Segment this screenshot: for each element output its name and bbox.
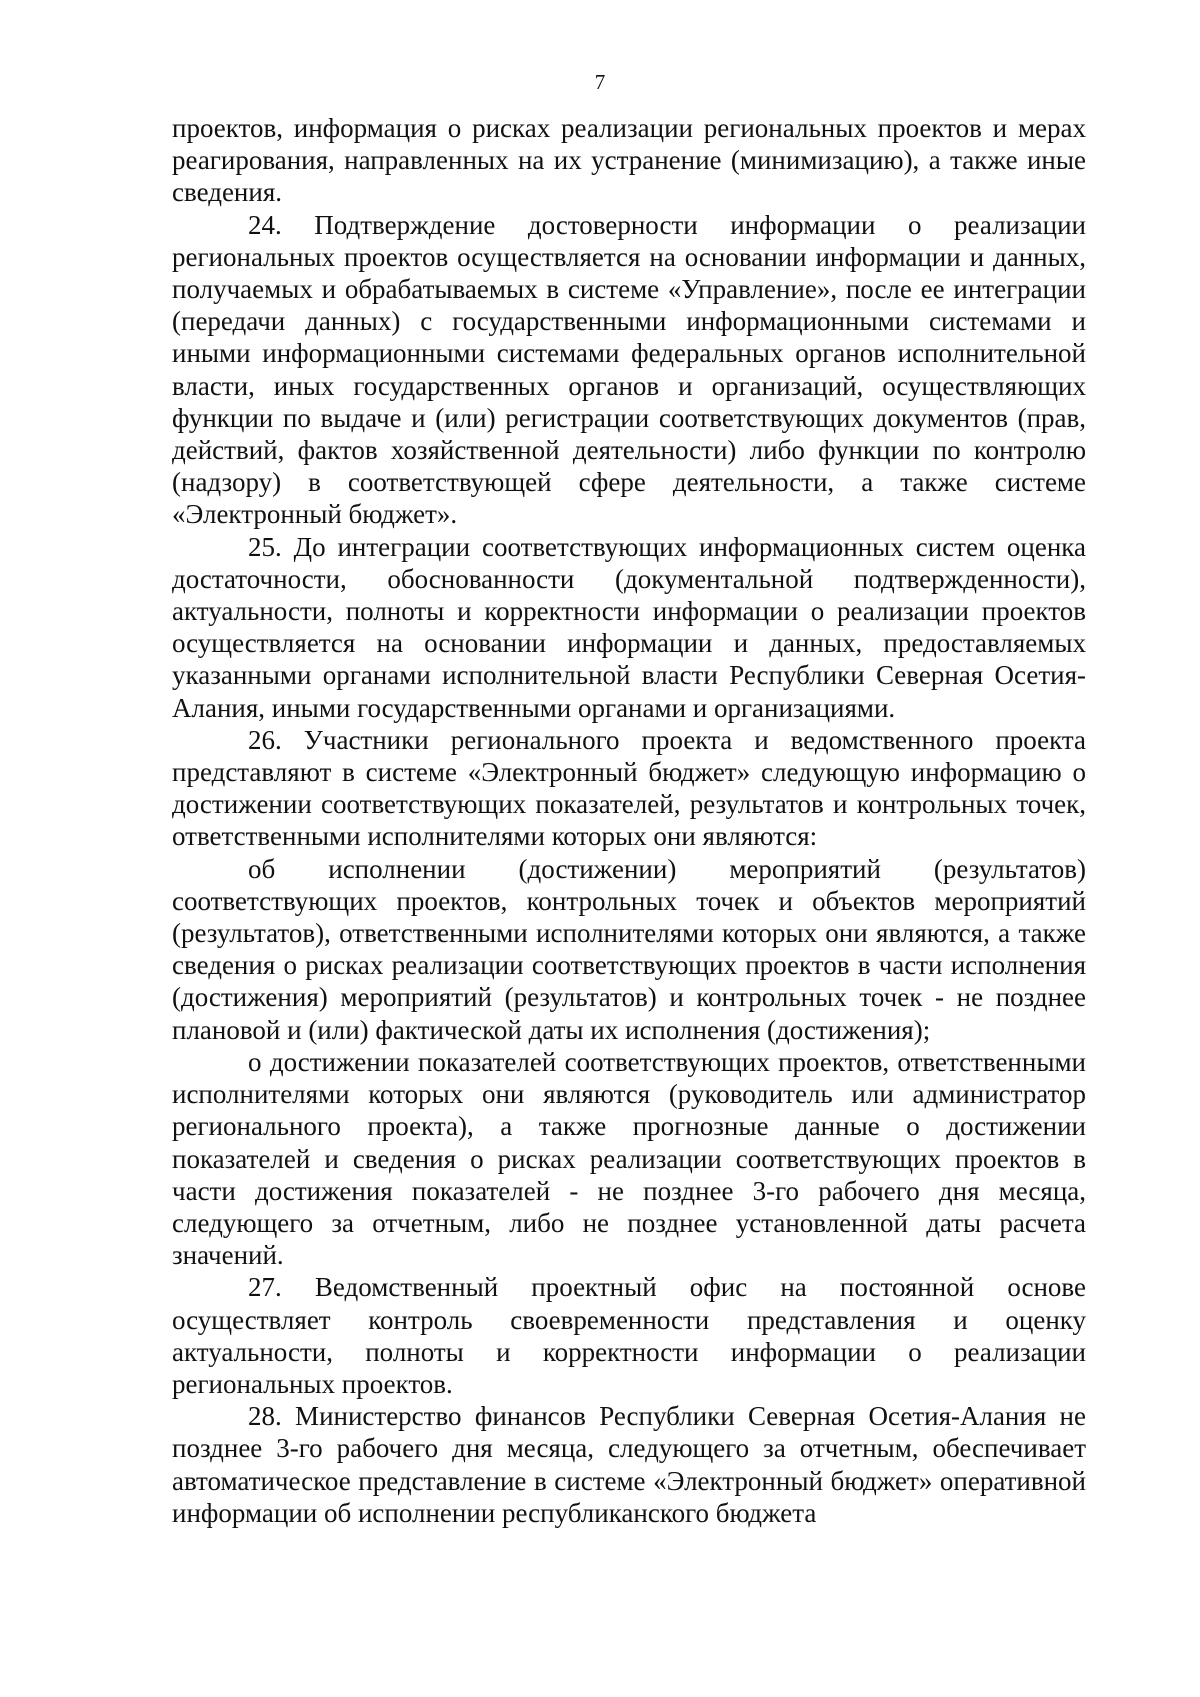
paragraph-28: 28. Министерство финансов Республики Северная Осетия-Алания не позднее 3-го рабочего дня месяца, следующего за отчетным, обеспечивает автоматическое представление в системе «Электронный бюджет» оперативной информации об исполнении республиканского бюджета [172,1401,1086,1528]
paragraph-27: 27. Ведомственный проектный офис на постоянной основе осуществляет контроль своевременности представления и оценку актуальности, полноты и корректности информации о реализации региональных проектов. [172,1272,1086,1399]
paragraph-26-item-2: о достижении показателей соответствующих проектов, ответственными исполнителями которых они являются (руководитель или администратор регионального проекта), а также прогнозные данные о достижении показателей и сведения о рисках реализации соответствующих проектов в части достижения показателей - не позднее 3-го рабочего дня месяца, следующего за отчетным, либо не позднее установленной даты расчета значений. [172,1046,1086,1271]
page-number: 7 [594,70,606,94]
paragraph-25: 25. До интеграции соответствующих информационных систем оценка достаточности, обоснованности (документальной подтвержденности), актуальности, полноты и корректности информации о реализации проектов осуществляется на основании информации и данных, предоставляемых указанными органами исполнительной власти Республики Северная Осетия-Алания, иными государственными органами и организациями. [172,531,1086,723]
paragraph-continuation: проектов, информация о рисках реализации региональных проектов и мерах реагирования, направленных на их устранение (минимизацию), а также иные сведения. [172,113,1086,208]
paragraph-26: 26. Участники регионального проекта и ведомственного проекта представляют в системе «Электронный бюджет» следующую информацию о достижении соответствующих показателей, результатов и контрольных точек, ответственными исполнителями которых они являются: [172,724,1086,852]
document-body [172,112,1086,1529]
paragraph-24: 24. Подтверждение достоверности информации о реализации региональных проектов осуществляется на основании информации и данных, получаемых и обрабатываемых в системе «Управление», после ее интеграции (передачи данных) с государственными информационными системами и иными информационными системами федеральных органов исполнительной власти, иных государственных органов и организаций, осуществляющих функции по выдаче и (или) регистрации соответствующих документов (прав, действий, фактов хозяйственной деятельности) либо функции по контролю (надзору) в соответствующей сфере деятельности, а также системе «Электронный бюджет». [172,209,1086,530]
paragraph-26-item-1: об исполнении (достижении) мероприятий (результатов) соответствующих проектов, контрольных точек и объектов мероприятий (результатов), ответственными исполнителями которых они являются, а также сведения о рисках реализации соответствующих проектов в части исполнения (достижения) мероприятий (результатов) и контрольных точек - не позднее плановой и (или) фактической даты их исполнения (достижения); [172,853,1086,1045]
